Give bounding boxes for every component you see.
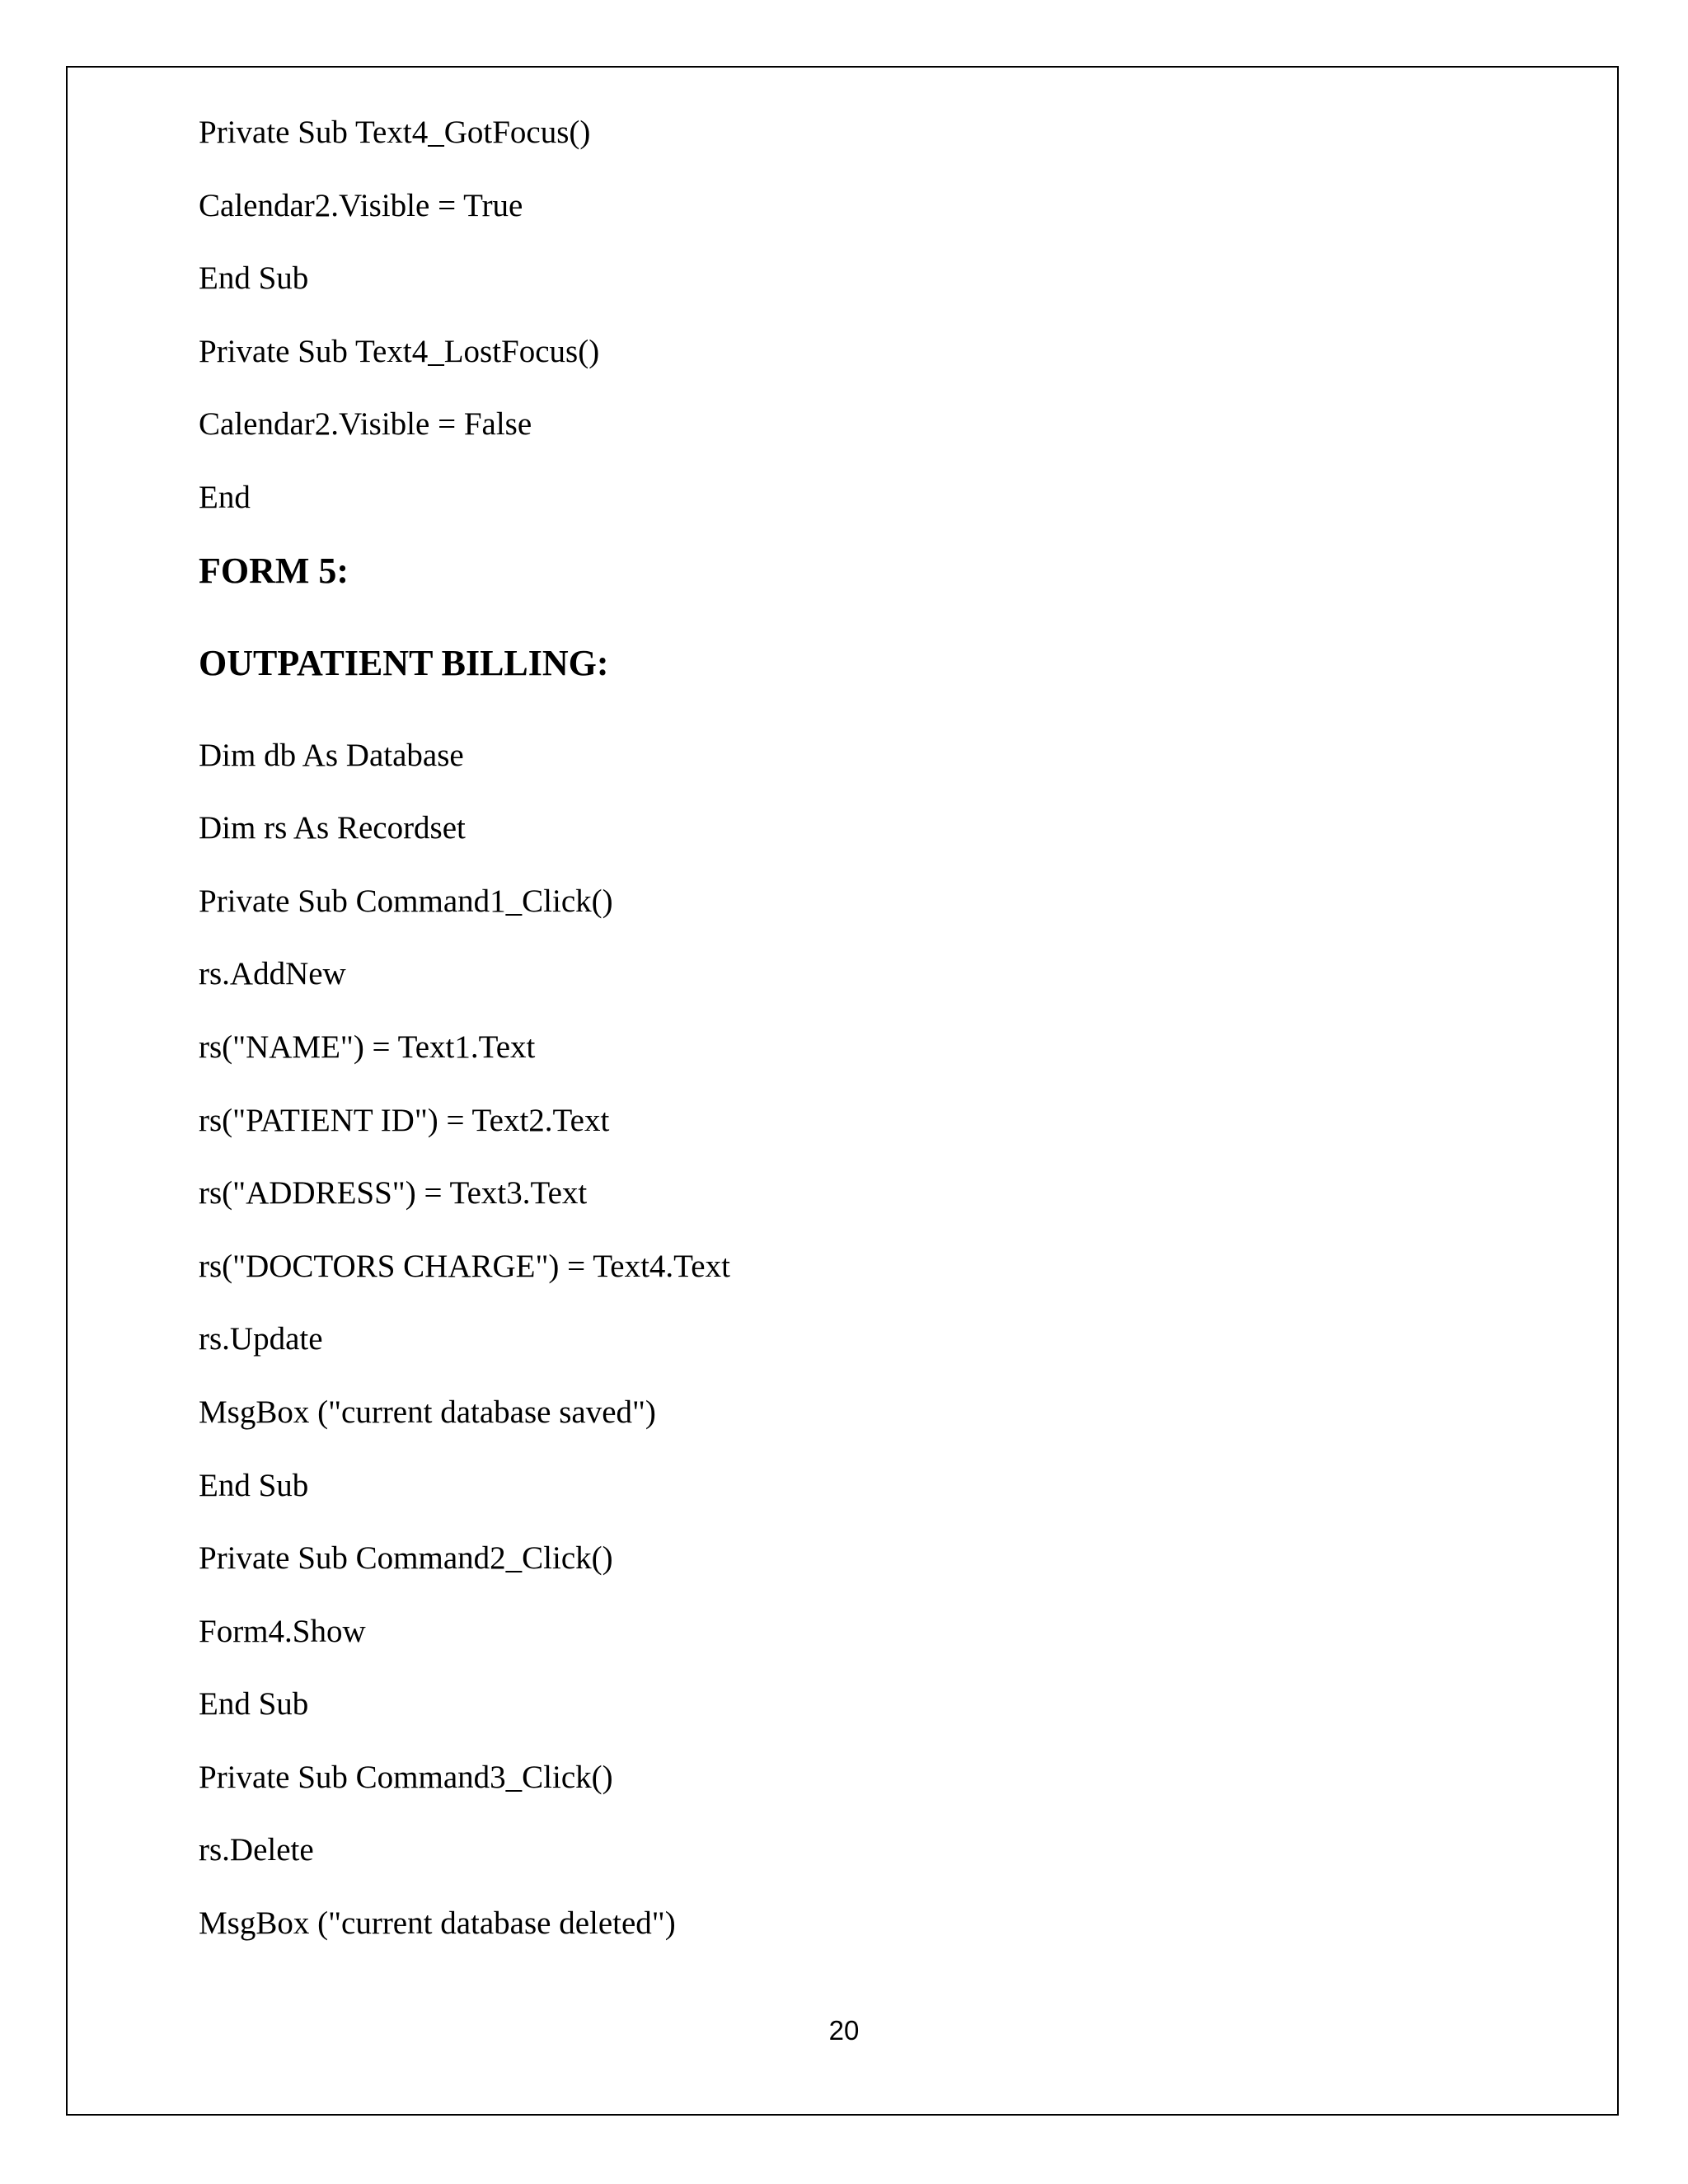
document-body (199, 108, 1559, 1972)
code-line: rs("PATIENT ID") = Text2.Text (199, 1102, 610, 1138)
code-line: Calendar2.Visible = False (199, 406, 532, 443)
section-heading-billing: OUTPATIENT BILLING: (199, 642, 609, 683)
code-line: MsgBox ("current database deleted") (199, 1905, 676, 1942)
code-line: Dim db As Database (199, 737, 464, 773)
code-line: End Sub (199, 260, 309, 297)
code-line: Calendar2.Visible = True (199, 187, 523, 223)
code-line: Private Sub Command2_Click() (199, 1540, 613, 1577)
code-line: rs("NAME") = Text1.Text (199, 1029, 536, 1065)
code-line: End (199, 479, 251, 515)
section-heading-form: FORM 5: (199, 550, 349, 591)
code-line: rs.Delete (199, 1832, 314, 1868)
code-line: rs.Update (199, 1321, 323, 1357)
page-number: 20 (828, 2015, 860, 2046)
code-line: Private Sub Command3_Click() (199, 1759, 613, 1795)
code-line: Private Sub Text4_GotFocus() (199, 115, 591, 150)
code-line: rs("DOCTORS CHARGE") = Text4.Text (199, 1248, 730, 1284)
code-line: End Sub (199, 1686, 309, 1722)
code-line: Form4.Show (199, 1613, 366, 1649)
code-line: Private Sub Command1_Click() (199, 883, 613, 919)
code-line: rs.AddNew (199, 956, 346, 992)
code-line: Private Sub Text4_LostFocus() (199, 333, 600, 369)
code-line: End Sub (199, 1467, 309, 1503)
code-line: MsgBox ("current database saved") (199, 1394, 656, 1430)
code-line: Dim rs As Recordset (199, 810, 466, 846)
code-line: rs("ADDRESS") = Text3.Text (199, 1175, 588, 1212)
